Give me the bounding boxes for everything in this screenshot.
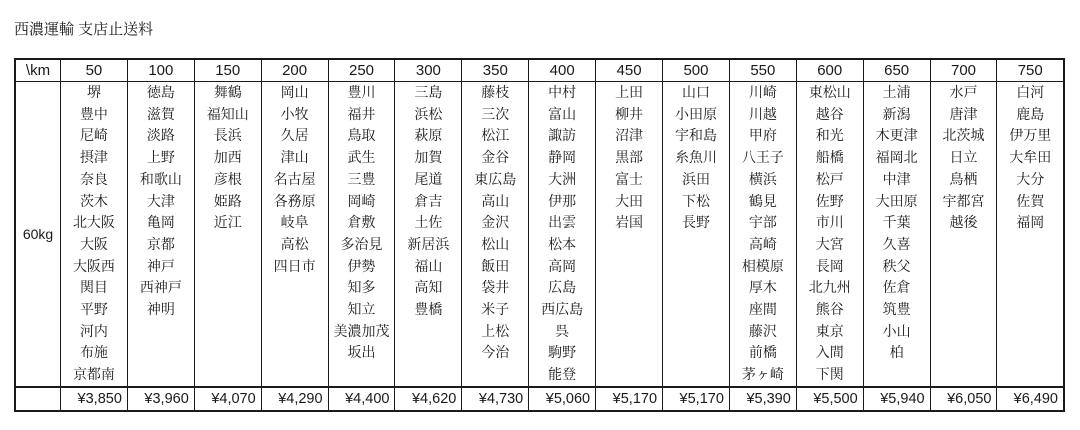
city-name: 高山	[481, 192, 510, 209]
city-name: 出雲	[548, 214, 577, 231]
city-name: 入間	[815, 344, 844, 361]
city-name: 萩原	[414, 127, 443, 144]
city-name: 福岡	[1016, 214, 1045, 231]
city-name: 美濃加茂	[333, 322, 390, 339]
city-name: 佐野	[815, 192, 844, 209]
city-name: 彦根	[213, 170, 242, 187]
city-name: 松戸	[815, 170, 844, 187]
city-list-cell	[61, 82, 128, 388]
price-cell: ¥5,060	[529, 387, 596, 411]
price-cell: ¥6,050	[930, 387, 997, 411]
city-list-cell	[863, 82, 930, 388]
city-name: 岐阜	[280, 214, 309, 231]
city-name: 舞鶴	[213, 84, 242, 100]
city-name: 福山	[414, 257, 443, 274]
city-name: 上野	[146, 149, 175, 166]
city-name: 奈良	[79, 170, 108, 187]
city-name: 姫路	[213, 192, 242, 209]
city-name: 倉吉	[414, 192, 443, 209]
distance-header-cell: 700	[930, 59, 997, 82]
city-list-cell	[194, 82, 261, 388]
city-name: 鶴見	[748, 192, 777, 209]
city-name: 久居	[280, 127, 309, 144]
city-name: 飯田	[481, 257, 510, 274]
city-name: 下関	[815, 366, 844, 383]
city-name: 茨木	[79, 192, 108, 209]
price-cell: ¥5,170	[663, 387, 730, 411]
city-name: 甲府	[748, 127, 777, 144]
city-name: 岡山	[280, 84, 309, 100]
city-name: 神戸	[146, 257, 175, 274]
city-name: 富山	[548, 105, 577, 122]
city-name: 袋井	[481, 279, 510, 296]
price-cell: ¥4,730	[462, 387, 529, 411]
city-name: 摂津	[79, 149, 108, 166]
city-name: 大牟田	[1009, 149, 1052, 166]
distance-header-cell: 150	[194, 59, 261, 82]
city-name: 大田	[615, 192, 644, 209]
price-cell: ¥4,070	[194, 387, 261, 411]
city-name: 大阪	[79, 235, 108, 252]
city-name: 宇和島	[674, 127, 717, 144]
city-name: 水戸	[949, 84, 978, 100]
distance-header-cell: 650	[863, 59, 930, 82]
city-name: 名古屋	[273, 170, 316, 187]
city-name: 浜田	[681, 170, 710, 187]
city-name: 岩国	[615, 214, 644, 231]
city-name: 近江	[213, 214, 242, 231]
distance-header-cell: 50	[61, 59, 128, 82]
city-name: 千葉	[882, 214, 911, 231]
city-name: 山口	[681, 84, 710, 100]
city-name: 徳島	[146, 84, 175, 100]
city-name: 宇都宮	[942, 192, 985, 209]
city-name: 中村	[548, 84, 577, 100]
city-list-cell	[729, 82, 796, 388]
city-name: 筑豊	[882, 301, 911, 318]
city-name: 諏訪	[548, 127, 577, 144]
city-name: 豊川	[347, 84, 376, 100]
city-name: 糸魚川	[674, 149, 717, 166]
city-name: 神明	[146, 301, 175, 318]
city-name: 黒部	[615, 149, 644, 166]
city-name: 鳥取	[347, 127, 376, 144]
city-name: 長浜	[213, 127, 242, 144]
city-name: 鹿島	[1016, 105, 1045, 122]
city-name: 大洲	[548, 170, 577, 187]
city-name: 沼津	[615, 127, 644, 144]
city-name: 秩父	[882, 257, 911, 274]
price-cell: ¥4,290	[261, 387, 328, 411]
city-name: 亀岡	[146, 214, 175, 231]
city-name: 長野	[681, 214, 710, 231]
city-name: 知立	[347, 301, 376, 318]
city-name: 高崎	[748, 235, 777, 252]
city-name: 金沢	[481, 214, 510, 231]
city-name: 松本	[548, 235, 577, 252]
city-name: 船橋	[815, 149, 844, 166]
city-name: 日立	[949, 149, 978, 166]
city-name: 川越	[748, 105, 777, 122]
city-name: 福岡北	[875, 149, 918, 166]
city-name: 尾道	[414, 170, 443, 187]
city-list-cell	[261, 82, 328, 388]
city-name: 新居浜	[407, 235, 450, 252]
city-name: 上田	[615, 84, 644, 100]
city-name: 相模原	[741, 257, 784, 274]
city-name: 伊勢	[347, 257, 376, 274]
distance-header-cell: 500	[663, 59, 730, 82]
price-cell: ¥4,400	[328, 387, 395, 411]
city-name: 伊那	[548, 192, 577, 209]
weight-label: 60kg	[15, 82, 61, 388]
city-name: 福知山	[206, 105, 249, 122]
city-name: 川崎	[748, 84, 777, 100]
city-name: 加賀	[414, 149, 443, 166]
city-name: 東広島	[474, 170, 517, 187]
city-name: 和光	[815, 127, 844, 144]
body-row	[15, 82, 1064, 388]
city-name: 八王子	[741, 149, 784, 166]
city-name: 高松	[280, 235, 309, 252]
city-name: 各務原	[273, 192, 316, 209]
price-cell: ¥4,620	[395, 387, 462, 411]
city-name: 北九州	[808, 279, 851, 296]
city-name: 今治	[481, 344, 510, 361]
city-name: 京都	[146, 235, 175, 252]
city-name: 西神戸	[139, 279, 182, 296]
price-cell: ¥5,170	[596, 387, 663, 411]
city-name: 堺	[86, 84, 101, 100]
city-name: 伊万里	[1009, 127, 1052, 144]
city-list-cell	[663, 82, 730, 388]
price-cell: ¥5,940	[863, 387, 930, 411]
city-name: 松江	[481, 127, 510, 144]
city-name: 福井	[347, 105, 376, 122]
city-list-cell	[395, 82, 462, 388]
city-name: 大分	[1016, 170, 1045, 187]
city-name: 金谷	[481, 149, 510, 166]
distance-header-cell: 350	[462, 59, 529, 82]
city-list-cell	[596, 82, 663, 388]
city-name: 広島	[548, 279, 577, 296]
city-name: 加西	[213, 149, 242, 166]
city-name: 上松	[481, 322, 510, 339]
city-name: 平野	[79, 301, 108, 318]
city-name: 津山	[280, 149, 309, 166]
city-name: 大田原	[875, 192, 918, 209]
city-name: 静岡	[548, 149, 577, 166]
city-name: 和歌山	[139, 170, 182, 187]
corner-km-label: \km	[15, 59, 61, 82]
city-name: 高知	[414, 279, 443, 296]
city-name: 尼崎	[79, 127, 108, 144]
city-name: 唐津	[949, 105, 978, 122]
price-cell: ¥3,960	[127, 387, 194, 411]
city-name: 浜松	[414, 105, 443, 122]
city-name: 佐賀	[1016, 192, 1045, 209]
city-list-cell	[796, 82, 863, 388]
header-row	[15, 59, 1064, 82]
city-name: 三次	[481, 105, 510, 122]
city-name: 武生	[347, 149, 376, 166]
city-name: 中津	[882, 170, 911, 187]
city-name: 東京	[815, 322, 844, 339]
city-name: 土佐	[414, 214, 443, 231]
city-name: 米子	[481, 301, 510, 318]
city-name: 四日市	[273, 257, 316, 274]
city-name: 市川	[815, 214, 844, 231]
city-name: 関目	[79, 279, 108, 296]
city-name: 多治見	[340, 235, 383, 252]
city-name: 三豊	[347, 170, 376, 187]
city-list-cell	[462, 82, 529, 388]
city-name: 前橋	[748, 344, 777, 361]
city-name: 高岡	[548, 257, 577, 274]
city-name: 知多	[347, 279, 376, 296]
city-name: 大阪西	[72, 257, 115, 274]
city-list-cell	[328, 82, 395, 388]
city-name: 茅ヶ崎	[741, 366, 784, 383]
city-name: 北大阪	[72, 214, 115, 231]
city-name: 下松	[681, 192, 710, 209]
price-row	[15, 387, 1064, 411]
city-name: 白河	[1016, 84, 1045, 100]
city-name: 藤沢	[748, 322, 777, 339]
city-name: 新潟	[882, 105, 911, 122]
price-cell: ¥3,850	[61, 387, 128, 411]
city-name: 大宮	[815, 235, 844, 252]
distance-header-cell: 600	[796, 59, 863, 82]
city-name: 宇部	[748, 214, 777, 231]
city-name: 柏	[889, 344, 904, 361]
city-name: 布施	[79, 344, 108, 361]
city-name: 岡崎	[347, 192, 376, 209]
city-name: 長岡	[815, 257, 844, 274]
city-name: 松山	[481, 235, 510, 252]
city-name: 滋賀	[146, 105, 175, 122]
city-name: 越後	[949, 214, 978, 231]
distance-header-cell: 550	[729, 59, 796, 82]
distance-header-cell: 250	[328, 59, 395, 82]
price-corner-cell	[15, 387, 61, 411]
city-name: 横浜	[748, 170, 777, 187]
city-name: 淡路	[146, 127, 175, 144]
city-list-cell	[997, 82, 1064, 388]
city-name: 佐倉	[882, 279, 911, 296]
city-name: 坂出	[347, 344, 376, 361]
city-name: 熊谷	[815, 301, 844, 318]
city-name: 厚木	[748, 279, 777, 296]
price-cell: ¥5,500	[796, 387, 863, 411]
city-name: 小山	[882, 322, 911, 339]
distance-header-cell: 750	[997, 59, 1064, 82]
city-name: 柳井	[615, 105, 644, 122]
city-name: 藤枝	[481, 84, 510, 100]
city-name: 能登	[548, 366, 577, 383]
city-list-cell	[930, 82, 997, 388]
distance-header-cell: 300	[395, 59, 462, 82]
shipping-rate-table	[14, 58, 1065, 412]
city-list-cell	[529, 82, 596, 388]
city-name: 大津	[146, 192, 175, 209]
distance-header-cell: 100	[127, 59, 194, 82]
page-title: 西濃運輸 支店止送料	[14, 21, 154, 38]
distance-header-cell: 200	[261, 59, 328, 82]
city-name: 呉	[555, 322, 570, 339]
city-name: 富士	[615, 170, 644, 187]
city-name: 倉敷	[347, 214, 376, 231]
city-name: 三島	[414, 84, 443, 100]
city-name: 駒野	[548, 344, 577, 361]
city-name: 豊橋	[414, 301, 443, 318]
city-name: 座間	[748, 301, 777, 318]
city-name: 鳥栖	[949, 170, 978, 187]
price-cell: ¥5,390	[729, 387, 796, 411]
city-list-cell	[127, 82, 194, 388]
distance-header-cell: 400	[529, 59, 596, 82]
city-name: 北茨城	[942, 127, 985, 144]
price-cell: ¥6,490	[997, 387, 1064, 411]
city-name: 豊中	[79, 105, 108, 122]
city-name: 土浦	[882, 84, 911, 100]
city-name: 京都南	[72, 366, 115, 383]
city-name: 河内	[79, 322, 108, 339]
city-name: 小田原	[674, 105, 717, 122]
city-name: 東松山	[808, 84, 851, 100]
city-name: 西広島	[541, 301, 584, 318]
city-name: 越谷	[815, 105, 844, 122]
city-name: 木更津	[875, 127, 918, 144]
city-name: 久喜	[882, 235, 911, 252]
distance-header-cell: 450	[596, 59, 663, 82]
city-name: 小牧	[280, 105, 309, 122]
